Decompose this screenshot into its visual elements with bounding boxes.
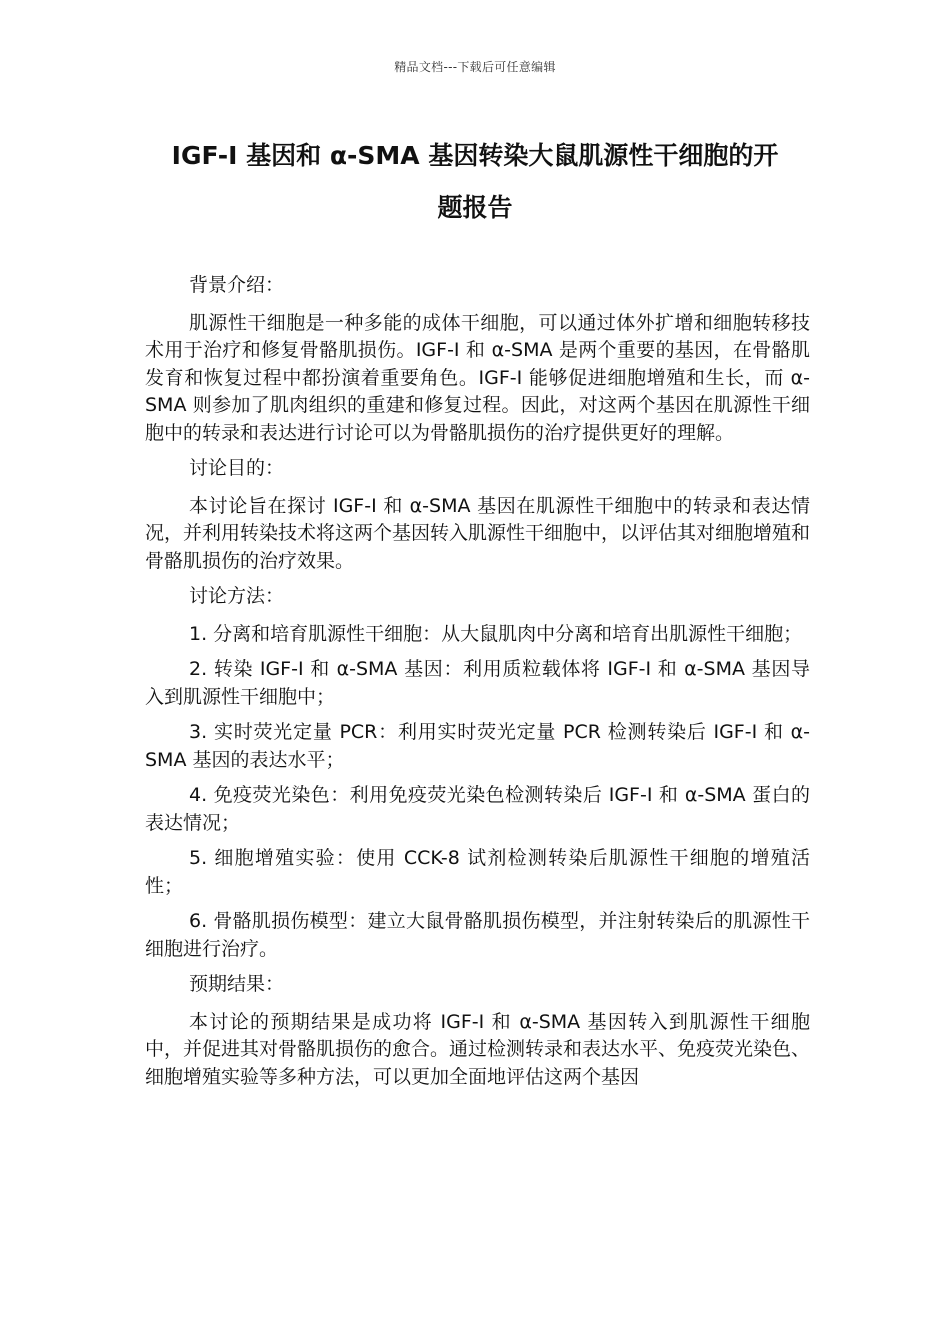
- method-item-5: 5. 细胞增殖实验：使用 CCK-8 试剂检测转染后肌源性干细胞的增殖活性；: [145, 847, 810, 897]
- method-item-4: 4. 免疫荧光染色：利用免疫荧光染色检测转染后 IGF-I 和 α-SMA 蛋白的表达情况；: [145, 784, 810, 834]
- method-item-3: 3. 实时荧光定量 PCR：利用实时荧光定量 PCR 检测转染后 IGF-I 和 α-SMA 基因的表达水平；: [145, 721, 810, 771]
- method-item-1: 1. 分离和培育肌源性干细胞：从大鼠肌肉中分离和培育出肌源性干细胞；: [189, 622, 803, 645]
- title-line-2: 题报告: [437, 193, 513, 222]
- section-heading-expected-results: 预期结果：: [189, 973, 285, 995]
- document-title: [140, 130, 810, 234]
- method-item-6: 6. 骨骼肌损伤模型：建立大鼠骨骼肌损伤模型，并注射转染后的肌源性干细胞进行治疗。: [145, 910, 810, 960]
- section-heading-background: 背景介绍：: [189, 274, 285, 296]
- paragraph-background: 肌源性干细胞是一种多能的成体干细胞，可以通过体外扩增和细胞转移技术用于治疗和修复骨骼肌损伤。IGF-I 和 α-SMA 是两个重要的基因，在骨骼肌发育和恢复过程中都扮演着重要角色。IGF-I 能够促进细胞增殖和生长，而 α-SMA 则参加了肌肉组织的重建和修复过程。因此，对这两个基因在肌源性干细胞中的转录和表达进行讨论可以为骨骼肌损伤的治疗提供更好的理解。: [145, 311, 810, 444]
- section-heading-methods: 讨论方法：: [189, 585, 285, 607]
- page-header: 精品文档---下载后可任意编辑: [394, 60, 556, 74]
- document-body: [145, 272, 810, 1099]
- method-item-2: 2. 转染 IGF-I 和 α-SMA 基因：利用质粒载体将 IGF-I 和 α-SMA 基因导入到肌源性干细胞中；: [145, 658, 810, 708]
- paragraph-purpose: 本讨论旨在探讨 IGF-I 和 α-SMA 基因在肌源性干细胞中的转录和表达情况，并利用转染技术将这两个基因转入肌源性干细胞中，以评估其对细胞增殖和骨骼肌损伤的治疗效果。: [145, 494, 811, 572]
- section-heading-purpose: 讨论目的：: [189, 457, 285, 479]
- title-line-1: IGF-I 基因和 α-SMA 基因转染大鼠肌源性干细胞的开: [171, 141, 779, 170]
- paragraph-expected-results: 本讨论的预期结果是成功将 IGF-I 和 α-SMA 基因转入到肌源性干细胞中，并促进其对骨骼肌损伤的愈合。通过检测转录和表达水平、免疫荧光染色、细胞增殖实验等多种方法，可以更加全面地评估这两个基因: [145, 1010, 811, 1088]
